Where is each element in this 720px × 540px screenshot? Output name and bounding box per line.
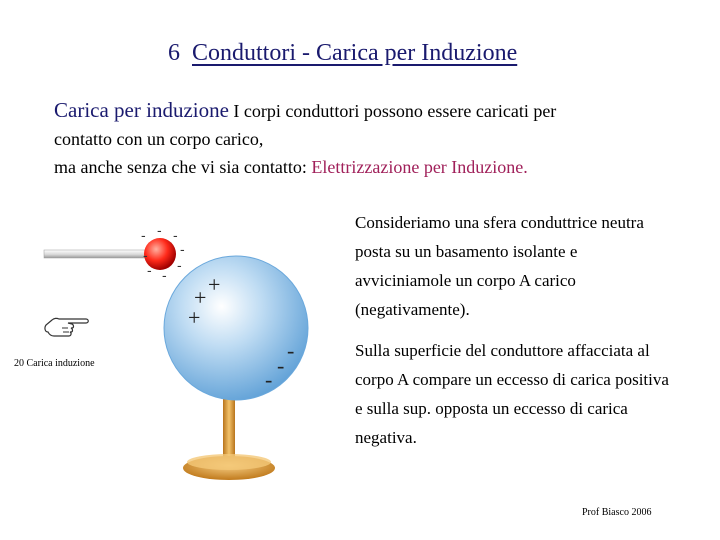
intro-lead: Carica per induzione [54,98,229,122]
paragraph-setup: Consideriamo una sfera conduttrice neutra posta su un basamento isolante e avviciniamole un corpo A carico (negativamente). [355,213,644,319]
positive-charge: + [208,272,221,297]
positive-charge: + [188,305,201,330]
rod-charge: - [141,227,146,243]
rod-charge: - [162,267,167,283]
footer-credit: Prof Biasco 2006 [582,507,652,518]
slide-title-text: Conduttori - Carica per Induzione [192,40,518,66]
stand-base-top [187,454,271,470]
pointing-hand-icon[interactable] [42,312,92,340]
slide-title [168,40,517,67]
induction-figure [40,210,340,490]
rod-charge: - [143,247,148,263]
positive-charge: + [194,285,207,310]
rod-charge: - [173,227,178,243]
intro-text [54,96,694,181]
intro-line-2: contatto con un corpo carico, [54,129,264,149]
induction-term: Elettrizzazione per Induzione. [311,157,528,177]
paragraph-result: Sulla superficie del conduttore affacciata al corpo A compare un eccesso di carica positiva e sulla sup. opposta un eccesso di carica negativa. [355,341,669,447]
intro-line-3 [54,153,694,181]
negative-charge: - [277,353,285,378]
rod-charge: - [157,222,162,238]
negative-charge: - [287,338,295,363]
rod-charge: - [177,257,182,273]
figure-caption: 20 Carica induzione [14,358,95,369]
intro-line-3-start: ma anche senza che vi sia contatto: [54,157,312,177]
intro-line-1 [54,96,694,125]
slide-number: 6 [168,40,180,66]
negative-charge: - [265,367,273,392]
rod-charge: - [180,241,185,257]
conductor-sphere [164,256,308,400]
intro-line-1-rest: I corpi conduttori possono essere caricati per [228,101,557,121]
rod-charge: - [147,262,152,278]
charged-rod [44,250,154,258]
